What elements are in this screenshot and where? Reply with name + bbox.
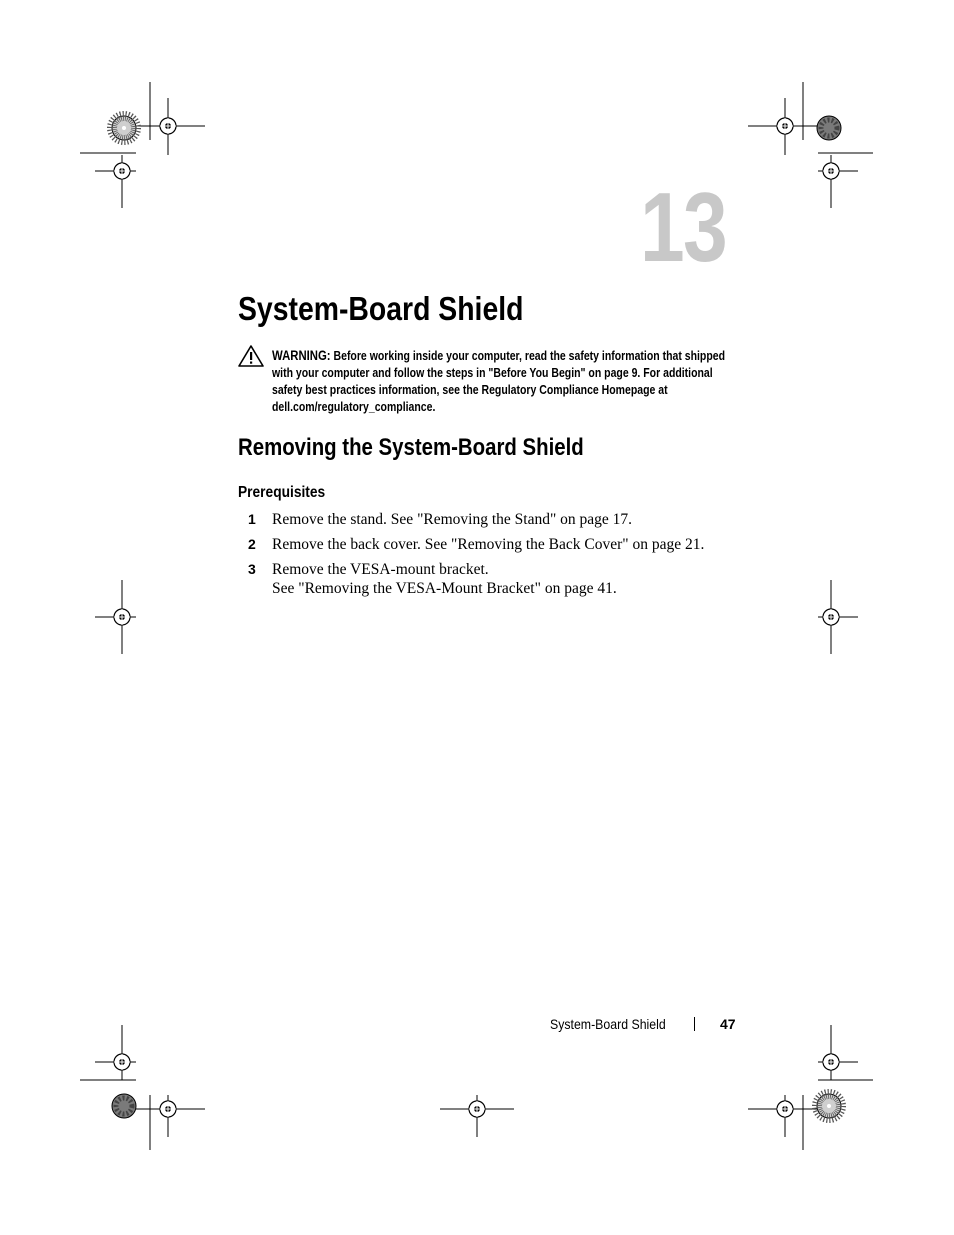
footer-section-title: System-Board Shield xyxy=(550,1016,666,1032)
footer-divider xyxy=(694,1017,695,1031)
page-number: 47 xyxy=(720,1016,736,1032)
warning-body: Before working inside your computer, read the safety information that shipped with your computer and follow the steps in "Before You Begin" on page 9. For additional safety best practices information, see the Regulatory Compliance Homepage at dell.com/regulatory_compliance. xyxy=(272,349,725,414)
step-text-continued: See "Removing the VESA-Mount Bracket" on page 41. xyxy=(272,580,617,597)
warning-label: WARNING: xyxy=(272,348,331,363)
step-number: 1 xyxy=(248,511,256,527)
subsection-heading: Prerequisites xyxy=(238,484,326,501)
step-text: Remove the stand. See "Removing the Stand" on page 17. xyxy=(272,511,633,528)
chapter-title: System-Board Shield xyxy=(238,290,524,327)
chapter-number: 13 xyxy=(640,172,727,282)
step-number: 2 xyxy=(248,536,256,552)
step-text: Remove the back cover. See "Removing the Back Cover" on page 21. xyxy=(272,536,705,553)
warning-notice xyxy=(272,347,742,416)
section-heading: Removing the System-Board Shield xyxy=(238,434,584,461)
warning-triangle-icon xyxy=(238,345,264,367)
step-text: Remove the VESA-mount bracket. xyxy=(272,561,489,578)
step-number: 3 xyxy=(248,561,256,577)
